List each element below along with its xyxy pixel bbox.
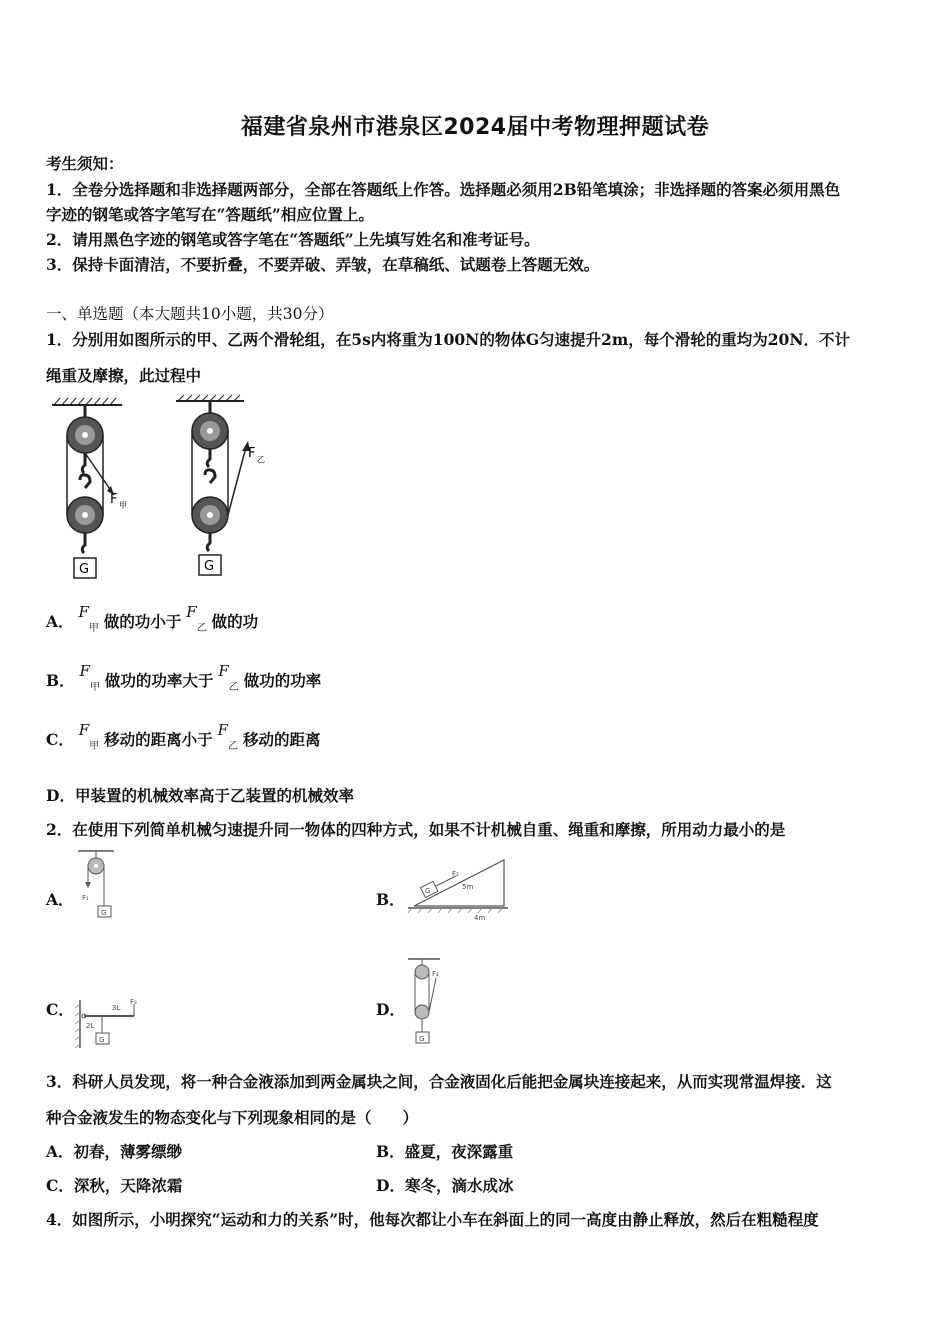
option-text: 做功的功率大于 <box>104 671 214 690</box>
option-text: 移动的距离小于 <box>104 730 213 749</box>
force-subscript: 乙 <box>228 682 239 693</box>
svg-text:F: F <box>248 446 256 461</box>
option-text: 深秋，天降浓霜 <box>73 1176 183 1195</box>
notice-item: 字迹的钢笔或答字笔写在“答题纸”相应位置上。 <box>46 205 374 224</box>
force-symbol: F <box>78 721 90 739</box>
force-subscript: 乙 <box>228 741 239 752</box>
q4-stem: 4．如图所示，小明探究“运动和力的关系”时，他每次都让小车在斜面上的同一高度由静止释放，然后在粗糙程度 <box>46 1210 819 1229</box>
option-letter: A． <box>46 612 74 631</box>
option-letter: B． <box>376 1142 405 1161</box>
option-letter: B． <box>46 671 75 690</box>
q1-option-c[interactable] <box>46 721 321 752</box>
q2-stem: 2．在使用下列简单机械匀速提升同一物体的四种方式，如果不计机械自重、绳重和摩擦，所用动力最小的是 <box>46 820 786 839</box>
q1-option-b[interactable] <box>46 662 322 693</box>
weight-label: G <box>101 909 107 917</box>
option-letter: A． <box>46 1142 74 1161</box>
notice-heading: 考生须知： <box>46 154 124 173</box>
q3-option-b[interactable] <box>376 1140 513 1162</box>
q2-option-c[interactable]: C． <box>46 1000 74 1019</box>
force-label: F₂ <box>452 870 459 878</box>
force-symbol: F <box>218 662 229 680</box>
q1-stem: 1．分别用如图所示的甲、乙两个滑轮组，在5s内将重为100N的物体G匀速提升2m，每个滑轮的重均为20N．不计 <box>46 330 850 349</box>
option-text: 做功的功率 <box>243 671 322 690</box>
option-text: 盛夏，夜深露重 <box>404 1142 514 1161</box>
force-label: F₄ <box>432 970 439 978</box>
force-subscript: 甲 <box>89 741 100 752</box>
force-subscript: 甲 <box>89 682 100 693</box>
option-letter: D． <box>46 786 75 805</box>
weight-label: G <box>425 887 431 895</box>
q3-stem: 种合金液发生的物态变化与下列现象相同的是（ ） <box>46 1108 419 1127</box>
option-letter: C． <box>46 1176 74 1195</box>
length-label: 4m <box>474 914 486 922</box>
option-text: 初春，薄雾缥缈 <box>73 1142 183 1161</box>
notice-item: 3．保持卡面清洁，不要折叠，不要弄破、弄皱，在草稿纸、试题卷上答题无效。 <box>46 255 600 274</box>
q2-option-a[interactable]: A． <box>46 890 74 909</box>
force-symbol: F <box>78 603 89 621</box>
q1-option-d[interactable] <box>46 784 354 806</box>
q2-option-d[interactable]: D． <box>376 1000 405 1019</box>
q2-figure-b <box>404 856 512 924</box>
page-title: 福建省泉州市港泉区2024届中考物理押题试卷 <box>240 115 710 140</box>
q3-option-d[interactable] <box>376 1174 513 1196</box>
option-text: 甲装置的机械效率高于乙装置的机械效率 <box>74 786 354 805</box>
svg-text:G: G <box>204 559 215 574</box>
q2-option-b[interactable]: B． <box>376 890 405 909</box>
q1-stem: 绳重及摩擦，此过程中 <box>46 366 202 385</box>
force-symbol: F <box>186 603 197 621</box>
q3-option-a[interactable] <box>46 1140 182 1162</box>
force-label: F₁ <box>82 894 89 902</box>
force-subscript: 乙 <box>196 623 207 634</box>
weight-label: G <box>419 1035 425 1043</box>
force-label: F₃ <box>130 998 137 1006</box>
length-label: 2L <box>86 1022 95 1030</box>
option-text: 做的功小于 <box>103 612 182 631</box>
force-subscript: 甲 <box>88 623 99 634</box>
q2-figure-d <box>404 956 444 1050</box>
q2-figure-c <box>72 996 142 1050</box>
option-letter: D． <box>376 1176 405 1195</box>
notice-item: 2．请用黑色字迹的钢笔或答字笔在“答题纸”上先填写姓名和准考证号。 <box>46 230 540 249</box>
svg-text:F: F <box>110 492 118 507</box>
q2-figure-a <box>74 848 120 924</box>
length-label: 3L <box>112 1004 121 1012</box>
section-heading: 一、单选题（本大题共10小题，共30分） <box>46 305 334 323</box>
svg-text:G: G <box>79 562 90 577</box>
svg-text:甲: 甲 <box>119 501 127 510</box>
q1-pulley-figure <box>44 395 274 590</box>
option-text: 移动的距离 <box>242 730 321 749</box>
option-text: 寒冬，滴水成冰 <box>404 1176 514 1195</box>
q1-option-a[interactable] <box>46 603 259 634</box>
weight-label: G <box>99 1036 105 1044</box>
option-letter: C． <box>46 730 74 749</box>
force-symbol: F <box>79 662 90 680</box>
force-symbol: F <box>217 721 229 739</box>
option-text: 做的功 <box>211 612 259 631</box>
q3-option-c[interactable] <box>46 1174 182 1196</box>
q3-stem: 3．科研人员发现，将一种合金液添加到两金属块之间，合金液固化后能把金属块连接起来，从而实现常温焊接．这 <box>46 1072 832 1091</box>
svg-text:乙: 乙 <box>257 455 265 464</box>
length-label: 5m <box>462 883 474 891</box>
notice-item: 1．全卷分选择题和非选择题两部分，全部在答题纸上作答。选择题必须用2B铅笔填涂；非选择题的答案必须用黑色 <box>46 180 841 199</box>
